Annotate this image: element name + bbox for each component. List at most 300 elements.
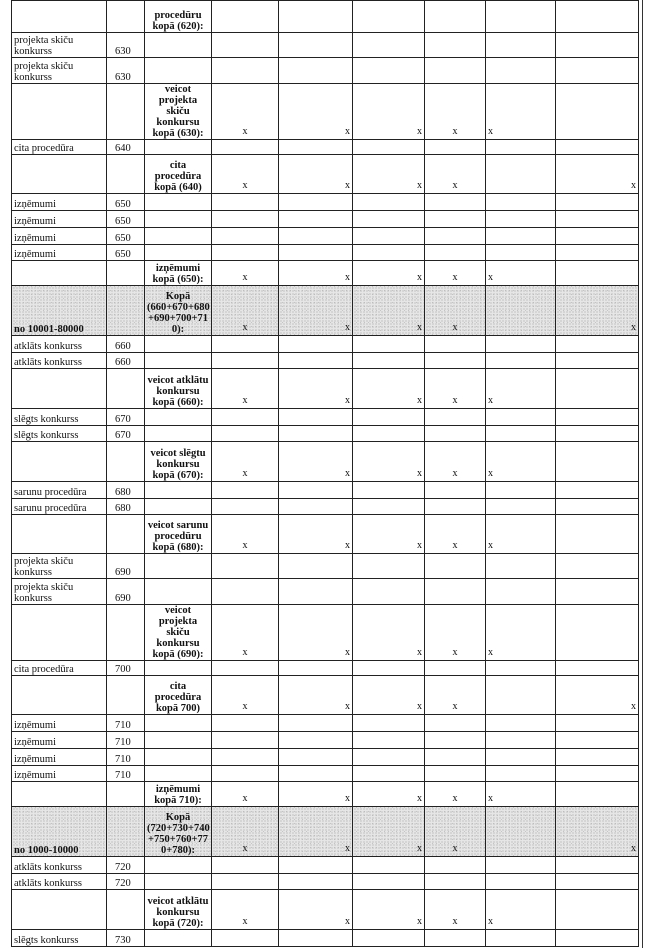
row-label: izņēmumi: [12, 211, 107, 228]
value-cell: [212, 554, 279, 579]
value-cell: [556, 554, 639, 579]
table-row: [12, 482, 639, 499]
value-cell: [425, 211, 486, 228]
table-row: [12, 140, 639, 155]
value-cell: [279, 930, 353, 947]
value-cell: [556, 261, 639, 286]
value-cell: [353, 140, 425, 155]
value-cell: [486, 286, 556, 336]
row-description: Kopā (660+670+680 +690+700+71 0):: [145, 286, 212, 336]
value-cell: [425, 715, 486, 732]
value-cell: x: [279, 605, 353, 661]
value-cell: [279, 715, 353, 732]
value-cell: [279, 579, 353, 605]
value-cell: [279, 58, 353, 84]
row-description: [145, 732, 212, 749]
subtotal-row: [12, 261, 639, 286]
value-cell: [353, 353, 425, 369]
row-label: [12, 155, 107, 194]
value-cell: [353, 749, 425, 766]
table-row: [12, 409, 639, 426]
row-code: 630: [107, 33, 145, 58]
row-code: [107, 782, 145, 807]
row-description: [145, 715, 212, 732]
value-cell: x: [279, 369, 353, 409]
value-cell: x: [425, 890, 486, 930]
row-label: izņēmumi: [12, 732, 107, 749]
row-code: 680: [107, 482, 145, 499]
value-cell: x: [486, 890, 556, 930]
value-cell: [425, 766, 486, 782]
value-cell: [425, 58, 486, 84]
row-description: [145, 749, 212, 766]
value-cell: [279, 140, 353, 155]
row-label: sarunu procedūra: [12, 482, 107, 499]
value-cell: [353, 554, 425, 579]
value-cell: [556, 930, 639, 947]
value-cell: [486, 155, 556, 194]
value-cell: [556, 194, 639, 211]
row-code: [107, 442, 145, 482]
value-cell: x: [212, 84, 279, 140]
value-cell: x: [425, 515, 486, 554]
value-cell: [353, 766, 425, 782]
value-cell: [425, 245, 486, 261]
value-cell: [353, 336, 425, 353]
table-row: [12, 58, 639, 84]
value-cell: x: [279, 890, 353, 930]
value-cell: x: [353, 605, 425, 661]
row-code: 650: [107, 211, 145, 228]
value-cell: [556, 749, 639, 766]
row-label: atklāts konkurss: [12, 353, 107, 369]
row-label: projekta skiču konkurss: [12, 33, 107, 58]
value-cell: [486, 426, 556, 442]
table-row: [12, 228, 639, 245]
value-cell: [353, 1, 425, 33]
value-cell: [425, 930, 486, 947]
value-cell: [353, 482, 425, 499]
value-cell: x: [212, 676, 279, 715]
value-cell: x: [556, 155, 639, 194]
row-label: [12, 442, 107, 482]
row-code: 710: [107, 732, 145, 749]
value-cell: x: [212, 369, 279, 409]
value-cell: [556, 442, 639, 482]
value-cell: [279, 245, 353, 261]
value-cell: [556, 211, 639, 228]
value-cell: [212, 211, 279, 228]
value-cell: [353, 715, 425, 732]
value-cell: [279, 336, 353, 353]
table-row: [12, 661, 639, 676]
row-code: 730: [107, 930, 145, 947]
row-code: [107, 890, 145, 930]
value-cell: [486, 857, 556, 874]
value-cell: [279, 228, 353, 245]
value-cell: [486, 499, 556, 515]
subtotal-row: [12, 442, 639, 482]
row-label: projekta skiču konkurss: [12, 58, 107, 84]
value-cell: x: [425, 605, 486, 661]
value-cell: x: [353, 442, 425, 482]
value-cell: [486, 930, 556, 947]
value-cell: [279, 194, 353, 211]
row-description: Kopā (720+730+740 +750+760+77 0+780):: [145, 807, 212, 857]
value-cell: [556, 515, 639, 554]
value-cell: [425, 857, 486, 874]
value-cell: [212, 194, 279, 211]
value-cell: [556, 1, 639, 33]
value-cell: [279, 33, 353, 58]
value-cell: [425, 33, 486, 58]
row-description: [145, 930, 212, 947]
row-code: [107, 155, 145, 194]
value-cell: x: [212, 807, 279, 857]
subtotal-row: [12, 84, 639, 140]
section-total-row: [12, 286, 639, 336]
table-row: [12, 194, 639, 211]
value-cell: [556, 715, 639, 732]
row-description: [145, 228, 212, 245]
table-row: [12, 766, 639, 782]
row-description: [145, 58, 212, 84]
table-row: [12, 715, 639, 732]
value-cell: [353, 228, 425, 245]
value-cell: x: [212, 442, 279, 482]
value-cell: [425, 661, 486, 676]
value-cell: [486, 228, 556, 245]
row-label: izņēmumi: [12, 194, 107, 211]
value-cell: x: [425, 261, 486, 286]
value-cell: x: [353, 261, 425, 286]
row-code: 710: [107, 766, 145, 782]
row-code: 670: [107, 409, 145, 426]
row-label: [12, 261, 107, 286]
row-code: [107, 605, 145, 661]
value-cell: [486, 194, 556, 211]
value-cell: x: [279, 515, 353, 554]
value-cell: x: [279, 286, 353, 336]
value-cell: [425, 409, 486, 426]
value-cell: [425, 749, 486, 766]
row-description: veicot projekta skiču konkursu kopā (630):: [145, 84, 212, 140]
value-cell: x: [486, 782, 556, 807]
value-cell: x: [425, 676, 486, 715]
value-cell: [353, 245, 425, 261]
value-cell: [486, 336, 556, 353]
subtotal-row: [12, 676, 639, 715]
table-row: [12, 579, 639, 605]
row-label: izņēmumi: [12, 245, 107, 261]
row-code: [107, 676, 145, 715]
value-cell: [486, 140, 556, 155]
value-cell: [279, 409, 353, 426]
value-cell: [279, 661, 353, 676]
value-cell: [212, 1, 279, 33]
value-cell: [279, 554, 353, 579]
value-cell: x: [212, 155, 279, 194]
row-code: 720: [107, 857, 145, 874]
value-cell: [353, 409, 425, 426]
value-cell: [556, 857, 639, 874]
row-label: no 10001-80000: [12, 286, 107, 336]
value-cell: [486, 211, 556, 228]
value-cell: [353, 499, 425, 515]
row-label: [12, 676, 107, 715]
value-cell: x: [353, 286, 425, 336]
value-cell: [212, 857, 279, 874]
value-cell: x: [279, 782, 353, 807]
row-description: [145, 482, 212, 499]
value-cell: [212, 874, 279, 890]
row-code: 630: [107, 58, 145, 84]
value-cell: x: [486, 515, 556, 554]
value-cell: [353, 874, 425, 890]
row-label: [12, 1, 107, 33]
row-code: 680: [107, 499, 145, 515]
value-cell: [486, 874, 556, 890]
value-cell: x: [486, 605, 556, 661]
value-cell: x: [212, 782, 279, 807]
page-edge-line: [642, 0, 643, 948]
value-cell: x: [425, 442, 486, 482]
value-cell: [556, 661, 639, 676]
row-code: 690: [107, 554, 145, 579]
subtotal-row: [12, 369, 639, 409]
row-code: [107, 807, 145, 857]
value-cell: [212, 766, 279, 782]
row-label: cita procedūra: [12, 140, 107, 155]
value-cell: [212, 245, 279, 261]
row-description: veicot atklātu konkursu kopā (660):: [145, 369, 212, 409]
value-cell: [279, 499, 353, 515]
subtotal-row: [12, 1, 639, 33]
value-cell: [425, 336, 486, 353]
value-cell: x: [556, 807, 639, 857]
subtotal-row: [12, 890, 639, 930]
row-code: [107, 286, 145, 336]
value-cell: [556, 426, 639, 442]
value-cell: x: [353, 369, 425, 409]
value-cell: [556, 482, 639, 499]
value-cell: [556, 890, 639, 930]
value-cell: x: [353, 807, 425, 857]
value-cell: [212, 499, 279, 515]
row-description: [145, 766, 212, 782]
value-cell: [425, 482, 486, 499]
value-cell: [486, 579, 556, 605]
row-label: [12, 890, 107, 930]
table-body: [12, 1, 639, 947]
row-label: projekta skiču konkurss: [12, 579, 107, 605]
row-code: [107, 84, 145, 140]
row-description: [145, 409, 212, 426]
value-cell: [556, 228, 639, 245]
value-cell: [212, 33, 279, 58]
value-cell: x: [353, 515, 425, 554]
value-cell: [486, 409, 556, 426]
value-cell: [556, 336, 639, 353]
row-code: 640: [107, 140, 145, 155]
value-cell: [212, 732, 279, 749]
row-description: [145, 874, 212, 890]
row-label: izņēmumi: [12, 766, 107, 782]
value-cell: x: [425, 155, 486, 194]
row-description: [145, 499, 212, 515]
row-label: no 1000-10000: [12, 807, 107, 857]
value-cell: [425, 874, 486, 890]
value-cell: [212, 715, 279, 732]
value-cell: x: [212, 605, 279, 661]
value-cell: [353, 58, 425, 84]
value-cell: x: [212, 890, 279, 930]
row-description: veicot atklātu konkursu kopā (720):: [145, 890, 212, 930]
value-cell: x: [353, 782, 425, 807]
row-description: [145, 194, 212, 211]
row-code: [107, 369, 145, 409]
row-code: 670: [107, 426, 145, 442]
value-cell: x: [353, 890, 425, 930]
row-label: projekta skiču konkurss: [12, 554, 107, 579]
row-code: 710: [107, 749, 145, 766]
value-cell: x: [486, 84, 556, 140]
table-row: [12, 211, 639, 228]
row-label: cita procedūra: [12, 661, 107, 676]
value-cell: [353, 426, 425, 442]
table-row: [12, 930, 639, 947]
row-description: cita procedūra kopā (640): [145, 155, 212, 194]
row-code: [107, 1, 145, 33]
value-cell: [212, 661, 279, 676]
value-cell: x: [212, 286, 279, 336]
subtotal-row: [12, 605, 639, 661]
row-code: 700: [107, 661, 145, 676]
subtotal-row: [12, 782, 639, 807]
value-cell: [556, 369, 639, 409]
value-cell: [212, 353, 279, 369]
table-row: [12, 732, 639, 749]
value-cell: [353, 930, 425, 947]
value-cell: x: [556, 286, 639, 336]
table-row: [12, 245, 639, 261]
value-cell: x: [425, 286, 486, 336]
value-cell: [212, 228, 279, 245]
value-cell: [353, 33, 425, 58]
table-row: [12, 554, 639, 579]
row-code: [107, 261, 145, 286]
value-cell: x: [486, 369, 556, 409]
row-label: atklāts konkurss: [12, 874, 107, 890]
row-description: cita procedūra kopā 700): [145, 676, 212, 715]
value-cell: x: [353, 676, 425, 715]
value-cell: [556, 245, 639, 261]
table-row: [12, 33, 639, 58]
row-label: izņēmumi: [12, 715, 107, 732]
value-cell: [486, 554, 556, 579]
row-label: [12, 782, 107, 807]
value-cell: [425, 426, 486, 442]
value-cell: [556, 766, 639, 782]
value-cell: x: [279, 155, 353, 194]
row-code: 690: [107, 579, 145, 605]
row-label: slēgts konkurss: [12, 409, 107, 426]
value-cell: [556, 84, 639, 140]
value-cell: [486, 715, 556, 732]
value-cell: [279, 353, 353, 369]
row-label: atklāts konkurss: [12, 857, 107, 874]
section-total-row: [12, 807, 639, 857]
value-cell: [425, 1, 486, 33]
value-cell: [556, 140, 639, 155]
value-cell: [556, 409, 639, 426]
table-row: [12, 426, 639, 442]
value-cell: [279, 426, 353, 442]
value-cell: [425, 353, 486, 369]
value-cell: [425, 140, 486, 155]
value-cell: [486, 766, 556, 782]
value-cell: x: [353, 155, 425, 194]
row-description: [145, 353, 212, 369]
value-cell: [212, 749, 279, 766]
value-cell: x: [425, 84, 486, 140]
value-cell: x: [486, 442, 556, 482]
value-cell: [212, 409, 279, 426]
row-code: 650: [107, 228, 145, 245]
value-cell: [425, 579, 486, 605]
row-code: 650: [107, 194, 145, 211]
row-code: 650: [107, 245, 145, 261]
row-description: [145, 245, 212, 261]
row-label: [12, 369, 107, 409]
procurement-report-table: [11, 0, 639, 947]
row-code: 660: [107, 336, 145, 353]
value-cell: [279, 766, 353, 782]
value-cell: [279, 732, 353, 749]
value-cell: [425, 732, 486, 749]
value-cell: [486, 661, 556, 676]
value-cell: [212, 482, 279, 499]
subtotal-row: [12, 515, 639, 554]
row-description: [145, 211, 212, 228]
row-description: [145, 579, 212, 605]
value-cell: [212, 426, 279, 442]
value-cell: [212, 930, 279, 947]
table-row: [12, 857, 639, 874]
value-cell: x: [425, 369, 486, 409]
table-row: [12, 749, 639, 766]
value-cell: [353, 857, 425, 874]
value-cell: x: [279, 442, 353, 482]
value-cell: x: [279, 676, 353, 715]
row-label: sarunu procedūra: [12, 499, 107, 515]
value-cell: [486, 482, 556, 499]
table-row: [12, 499, 639, 515]
value-cell: [212, 58, 279, 84]
value-cell: [556, 874, 639, 890]
row-description: [145, 33, 212, 58]
row-description: veicot sarunu procedūru kopā (680):: [145, 515, 212, 554]
row-label: atklāts konkurss: [12, 336, 107, 353]
value-cell: x: [279, 261, 353, 286]
value-cell: [556, 732, 639, 749]
row-label: [12, 515, 107, 554]
value-cell: [556, 782, 639, 807]
value-cell: [486, 33, 556, 58]
value-cell: [556, 353, 639, 369]
value-cell: x: [279, 84, 353, 140]
value-cell: x: [425, 782, 486, 807]
